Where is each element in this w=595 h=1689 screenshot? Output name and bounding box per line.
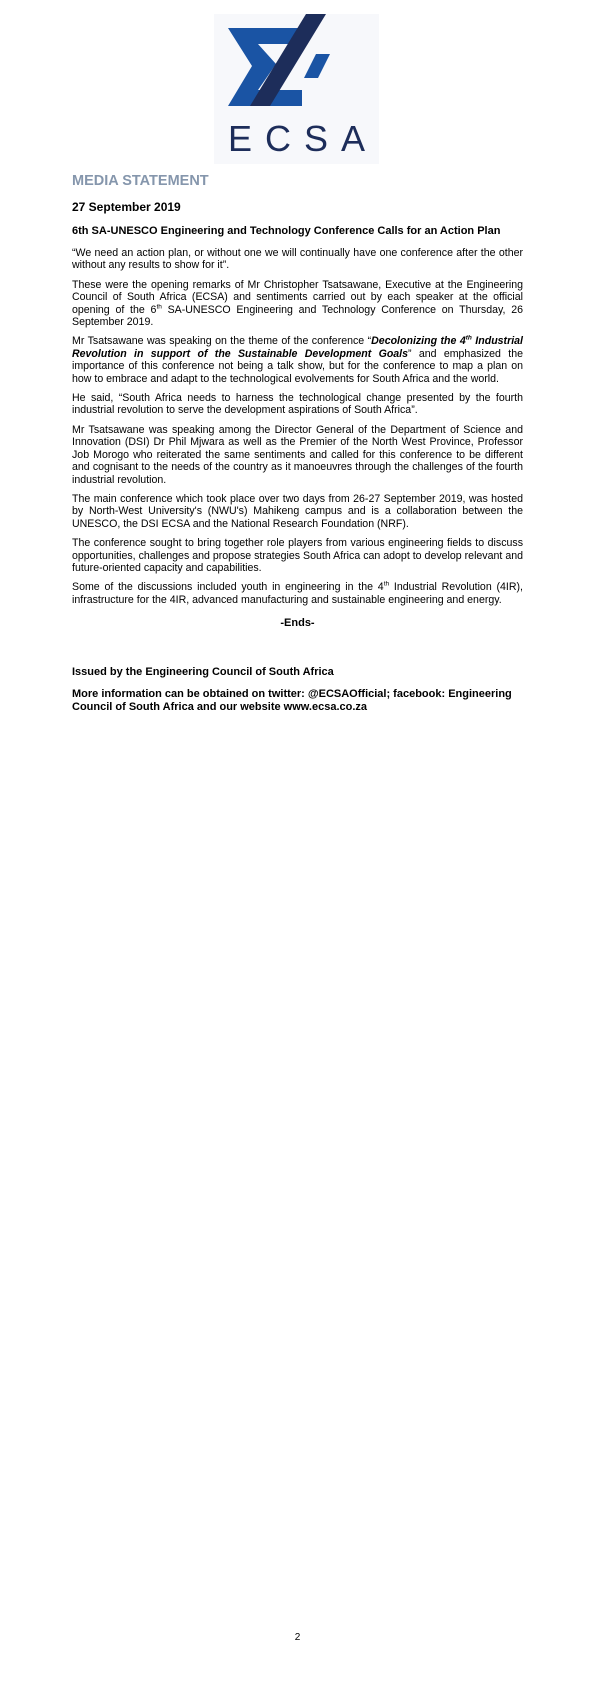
paragraph-8-text-a: Some of the discussions included youth in engineering in the 4 (72, 581, 384, 594)
paragraph-1: “We need an action plan, or without one we will continually have one conference after the other without any results to show for it”. (72, 247, 523, 272)
paragraph-5: Mr Tsatsawane was speaking among the Director General of the Department of Science and Innovation (DSI) Dr Phil Mjwara as well as the Premier of the North West Province, Professor Job Morogo who reiterated the same sentiments and called for this conference to be different and cognisant to the needs of the country as it manoeuvres through the challenges of the fourth industrial revolution. (72, 423, 523, 486)
ecsa-logo-mark (214, 14, 379, 119)
paragraph-2-superscript: th (156, 303, 162, 311)
paragraph-2-text-a: These were the opening remarks of Mr Christopher Tsatsawane, Executive at the Engineering Council of South Africa (ECSA) and sentiments carried out by each speaker at the official opening of the 6 (72, 278, 523, 316)
logo-text: ECSA (227, 118, 379, 159)
paragraph-6: The main conference which took place over two days from 26-27 September 2019, was hosted by North-West University's (NWU's) Mahikeng campus and is a collaboration between the UNESCO, the DSI ECSA and the National Research Foundation (NRF). (72, 492, 523, 530)
conference-theme-part-2: Industrial Revolution in support of the Sustainable Development Goals (72, 335, 523, 360)
more-information: More information can be obtained on twitter: @ECSAOfficial; facebook: Engineering Council of South Africa and our website www.ecsa.co.za (72, 687, 512, 713)
logo-accent-shape (304, 54, 330, 78)
issued-by: Issued by the Engineering Council of South Africa (72, 665, 334, 678)
paragraph-3-superscript: th (465, 334, 472, 342)
paragraph-8 (72, 581, 523, 606)
paragraph-2-text-b: SA-UNESCO Engineering and Technology Conference on Thursday, 26 September 2019. (72, 303, 523, 329)
paragraph-8-text-b: Industrial Revolution (4IR), infrastructure for the 4IR, advanced manufacturing and sustainable engineering and energy. (72, 581, 523, 606)
ecsa-logo (214, 14, 379, 164)
paragraph-3-text-b: ” and emphasized the importance of this conference not being a talk show, but for the conference to map a plan on how to embrace and adapt to the technological evolvements for South Africa and the world. (72, 347, 523, 385)
page-number: 2 (294, 1632, 301, 1643)
statement-date: 27 September 2019 (72, 200, 181, 214)
paragraph-3 (72, 335, 523, 385)
paragraph-3-text-a: Mr Tsatsawane was speaking on the theme of the conference “ (72, 335, 372, 348)
section-title: MEDIA STATEMENT (72, 173, 209, 189)
document-body (72, 172, 523, 714)
headline: 6th SA-UNESCO Engineering and Technology Conference Calls for an Action Plan (72, 225, 501, 237)
paragraph-2 (72, 279, 523, 329)
paragraph-4: He said, “South Africa needs to harness the technological change presented by the fourth industrial revolution to serve the development aspirations of South Africa”. (72, 392, 523, 417)
paragraph-7: The conference sought to bring together role players from various engineering fields to discuss opportunities, challenges and propose strategies South Africa can adopt to develop relevant and future-oriented capacity and capabilities. (72, 537, 523, 574)
paragraph-8-superscript: th (383, 580, 390, 588)
ends-marker: -Ends- (280, 617, 315, 630)
conference-theme-part-1: Decolonizing the 4 (371, 335, 466, 348)
